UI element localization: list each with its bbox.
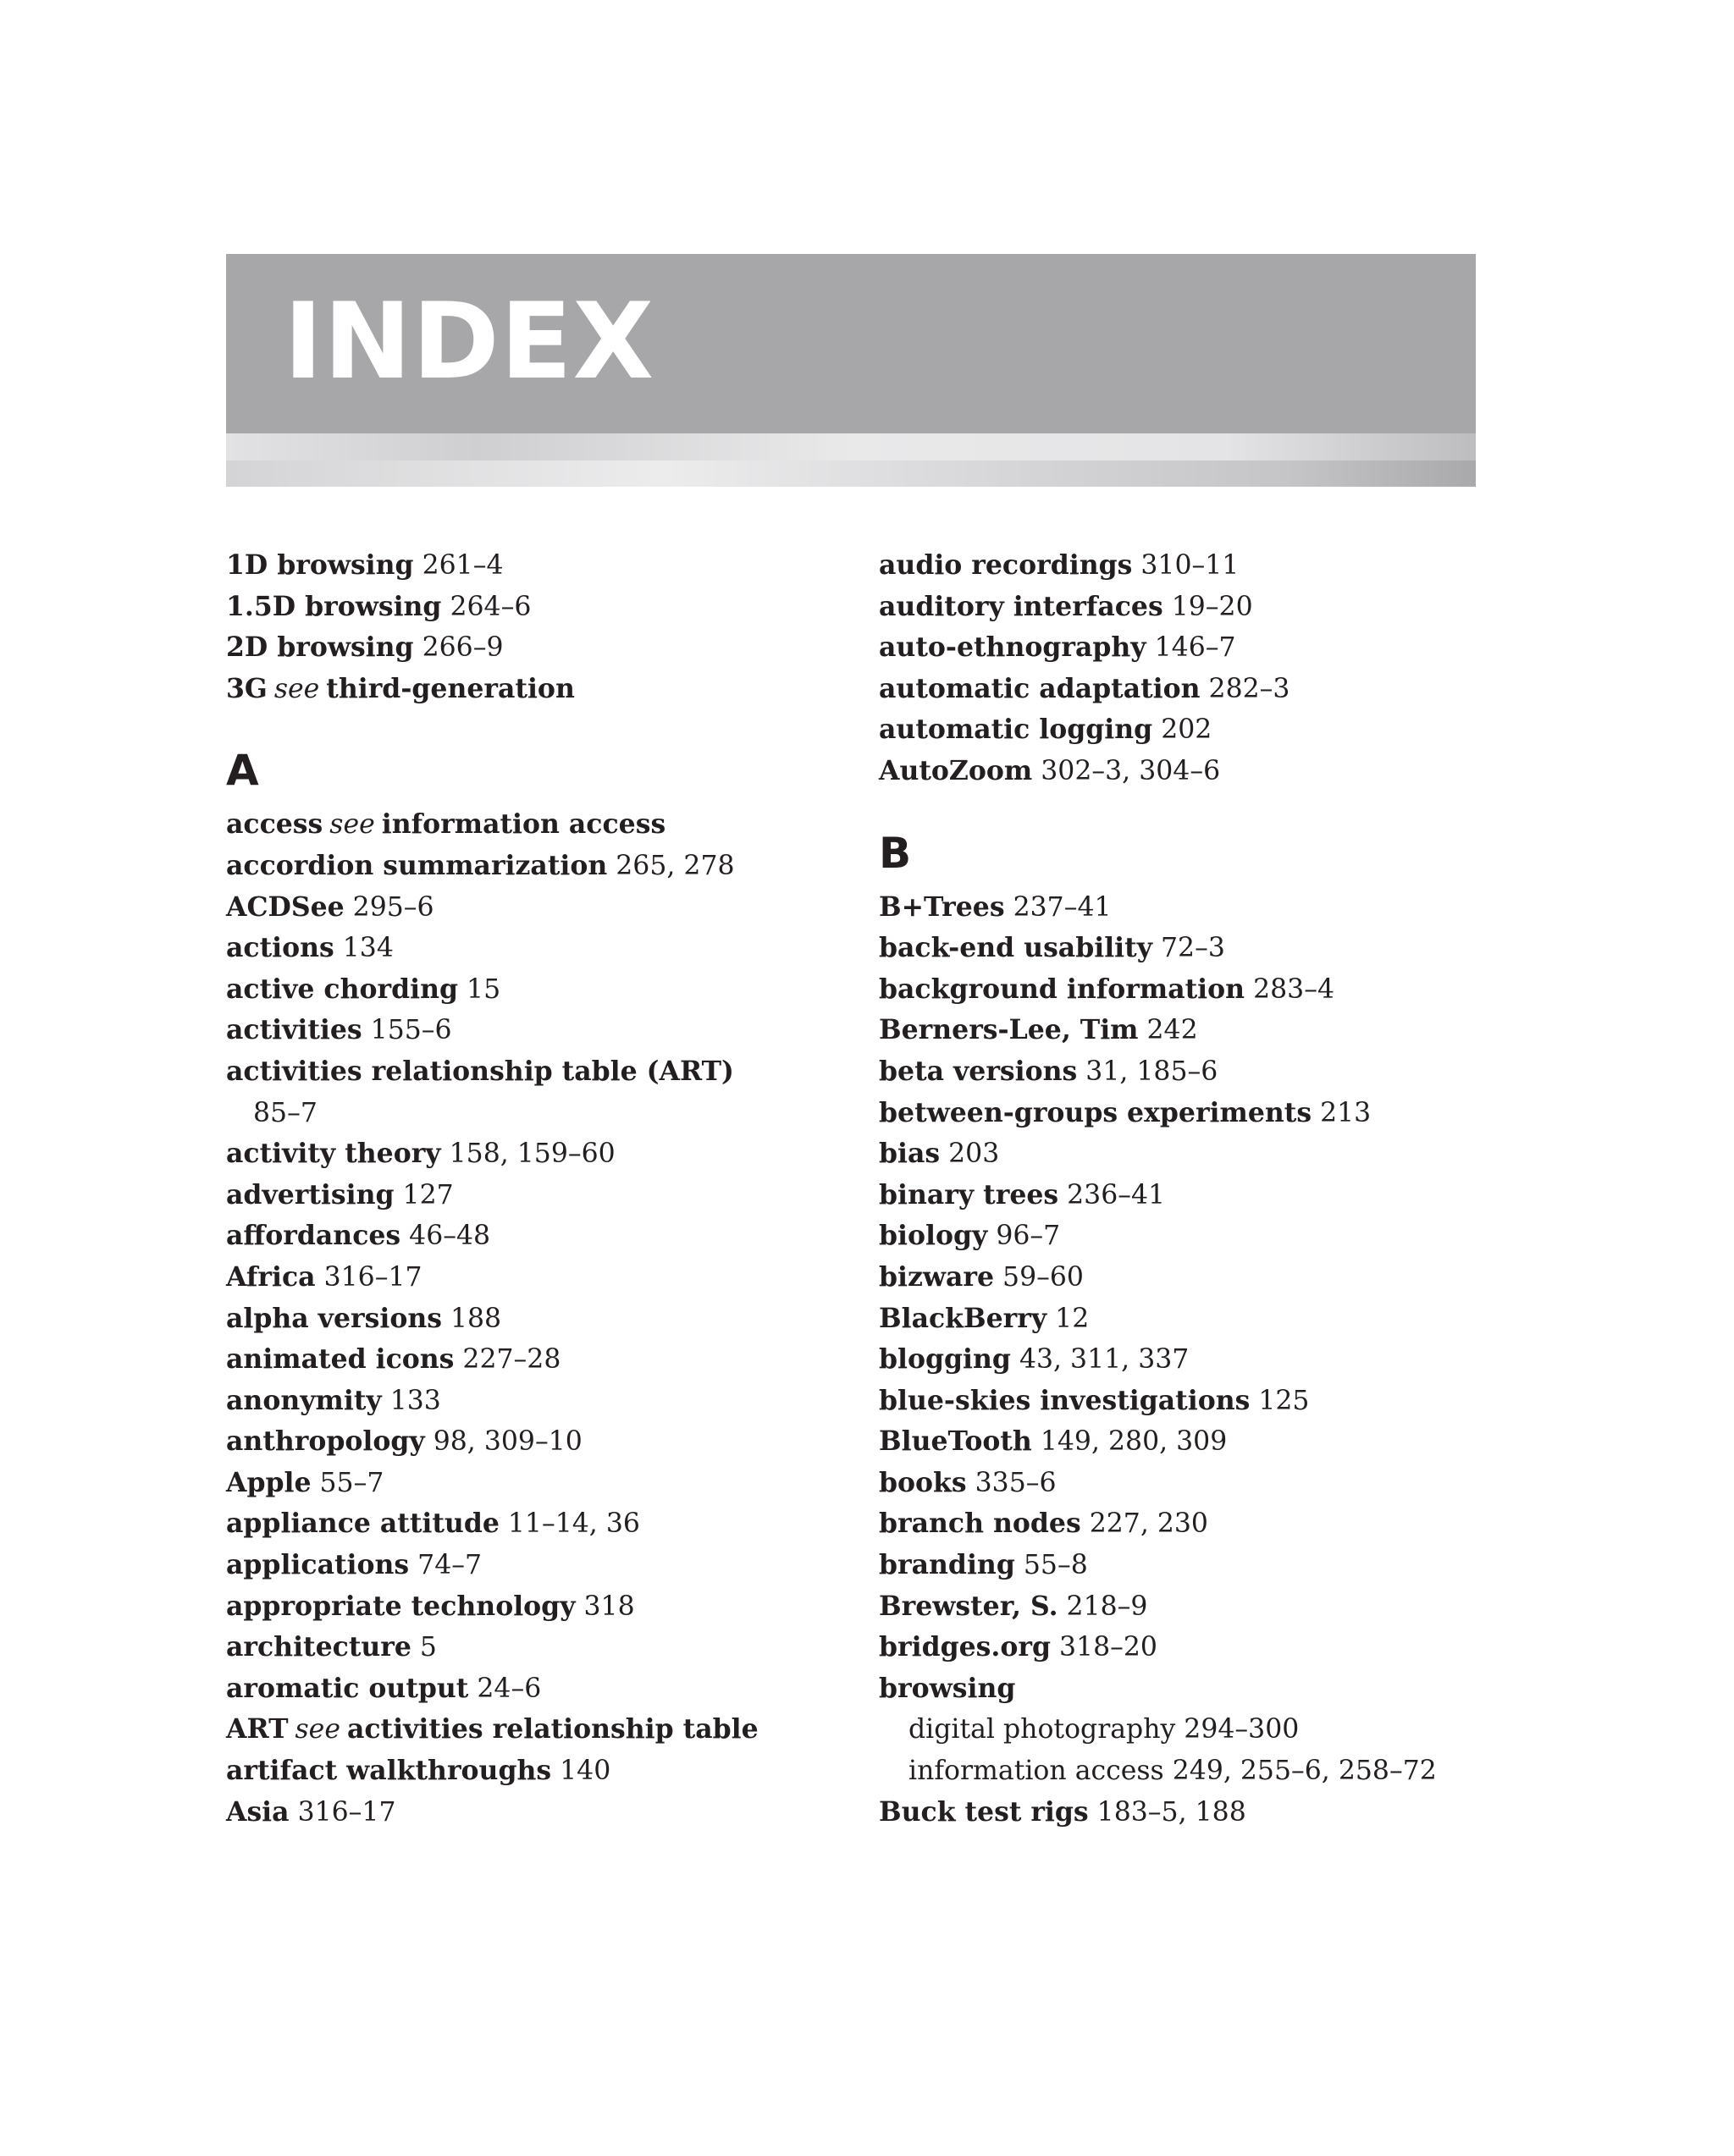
- page-numbers: 266–9: [422, 632, 504, 664]
- index-term: B+Trees: [879, 891, 1005, 923]
- index-entry: [879, 1093, 1488, 1134]
- index-entry: [879, 1299, 1488, 1340]
- index-entry: [226, 1792, 836, 1833]
- page-numbers: 183–5, 188: [1096, 1796, 1246, 1828]
- page-numbers: 295–6: [352, 891, 434, 923]
- index-entry: [226, 804, 836, 846]
- index-entry: [226, 669, 836, 710]
- index-term: aromatic output: [226, 1672, 469, 1704]
- index-term: actions: [226, 932, 334, 964]
- index-term: anthropology: [226, 1425, 425, 1458]
- index-entry: [879, 1463, 1488, 1504]
- index-entry: [226, 928, 836, 969]
- index-term: binary trees: [879, 1178, 1059, 1210]
- index-term: Asia: [226, 1795, 290, 1828]
- index-term: browsing: [879, 1672, 1016, 1704]
- index-entry: [226, 1421, 836, 1463]
- index-term: bizware: [879, 1260, 995, 1293]
- index-term: activity theory: [226, 1138, 441, 1170]
- page-numbers: 213: [1320, 1097, 1372, 1128]
- index-entry: [226, 1216, 836, 1257]
- index-term: accordion summarization: [226, 849, 608, 881]
- page-numbers: 59–60: [1002, 1261, 1084, 1293]
- page-numbers: 316–17: [297, 1796, 396, 1828]
- index-entry: [879, 1792, 1488, 1833]
- index-term: back-end usability: [879, 932, 1152, 964]
- see-reference: see: [329, 809, 375, 841]
- index-entry: [226, 887, 836, 929]
- index-entry: [879, 751, 1488, 792]
- index-entry: [226, 1503, 836, 1545]
- index-entry: [226, 969, 836, 1011]
- index-term: advertising: [226, 1178, 395, 1210]
- page-numbers: 310–11: [1140, 550, 1240, 581]
- index-term: automatic logging: [879, 714, 1153, 746]
- index-entry: [226, 1627, 836, 1668]
- index-entry: [879, 1627, 1488, 1668]
- index-entry: [226, 1175, 836, 1216]
- index-term: Apple: [226, 1466, 312, 1498]
- page-numbers: 140: [560, 1756, 611, 1787]
- page-numbers: 283–4: [1253, 973, 1334, 1005]
- page-numbers: 72–3: [1161, 933, 1225, 964]
- see-target-term: activities relationship table: [346, 1713, 759, 1745]
- index-term: background information: [879, 973, 1245, 1005]
- page-numbers: 55–8: [1023, 1550, 1088, 1581]
- index-term: AutoZoom: [879, 754, 1033, 786]
- see-reference: see: [295, 1714, 340, 1745]
- index-term: 1D browsing: [226, 549, 414, 581]
- page-numbers: 242: [1146, 1015, 1198, 1046]
- index-entry: [226, 1051, 836, 1093]
- index-term: BlueTooth: [879, 1425, 1032, 1458]
- see-reference: see: [273, 673, 320, 704]
- index-entry: [226, 1133, 836, 1175]
- index-group-b: [879, 887, 1488, 1833]
- page-numbers: 203: [948, 1139, 1000, 1170]
- index-entry: [226, 545, 836, 587]
- index-entry: [879, 545, 1488, 587]
- index-entry: [879, 669, 1488, 710]
- index-term: bias: [879, 1138, 941, 1170]
- index-term: auditory interfaces: [879, 590, 1163, 622]
- index-term: 2D browsing: [226, 631, 414, 664]
- index-term: active chording: [226, 973, 459, 1005]
- index-term: blogging: [879, 1343, 1011, 1376]
- index-term: appropriate technology: [226, 1590, 576, 1622]
- index-column-right: [879, 545, 1488, 1833]
- page-numbers: 227, 230: [1089, 1508, 1208, 1540]
- page-numbers: 202: [1161, 714, 1212, 746]
- index-term: artifact walkthroughs: [226, 1755, 552, 1787]
- section-letter-b: B: [879, 828, 912, 878]
- page-numbers: 31, 185–6: [1085, 1056, 1218, 1087]
- index-term: architecture: [226, 1631, 411, 1663]
- index-term: books: [879, 1466, 967, 1498]
- page-numbers: 335–6: [975, 1467, 1057, 1498]
- index-term: biology: [879, 1220, 988, 1252]
- page-numbers: 12: [1055, 1303, 1090, 1334]
- page-numbers: 261–4: [422, 550, 504, 581]
- index-term: activities relationship table (ART): [226, 1055, 734, 1087]
- page-numbers: 264–6: [450, 591, 532, 622]
- index-group-numeric: [226, 545, 836, 709]
- page-numbers: 227–28: [462, 1344, 561, 1376]
- index-entry: [226, 1751, 836, 1792]
- index-term: beta versions: [879, 1055, 1078, 1087]
- page-numbers: 158, 159–60: [449, 1139, 616, 1170]
- page-numbers: 318–20: [1059, 1632, 1157, 1663]
- page-numbers: 133: [389, 1385, 441, 1416]
- index-entry: [226, 1463, 836, 1504]
- index-term: branding: [879, 1549, 1015, 1581]
- index-entry: [226, 1545, 836, 1586]
- page-numbers: 96–7: [996, 1221, 1061, 1252]
- see-target-term: information access: [381, 808, 666, 841]
- index-term: anonymity: [226, 1384, 382, 1416]
- page-numbers: 237–41: [1013, 891, 1112, 923]
- index-entry: [226, 1257, 836, 1299]
- index-entry: [879, 1010, 1488, 1051]
- index-term: 1.5D browsing: [226, 590, 442, 622]
- page-numbers: 318: [583, 1591, 635, 1622]
- index-entry: [226, 1010, 836, 1051]
- index-entry: [879, 587, 1488, 628]
- index-entry: [226, 846, 836, 887]
- page-numbers: 134: [342, 933, 394, 964]
- page-numbers-continued: 85–7: [253, 1097, 318, 1128]
- index-term: branch nodes: [879, 1508, 1081, 1540]
- index-entry: [879, 1381, 1488, 1422]
- index-entry: [879, 1503, 1488, 1545]
- page-numbers: 146–7: [1154, 632, 1236, 664]
- page-numbers: 46–48: [409, 1221, 491, 1252]
- index-entry: [879, 1216, 1488, 1257]
- page-title: INDEX: [284, 281, 655, 403]
- index-term: Brewster, S.: [879, 1590, 1058, 1622]
- page-numbers: 316–17: [323, 1261, 422, 1293]
- index-entry: [226, 1299, 836, 1340]
- index-entry: [879, 1133, 1488, 1175]
- page-numbers: 188: [450, 1303, 502, 1334]
- index-term: Africa: [226, 1260, 316, 1293]
- index-term: Buck test rigs: [879, 1795, 1089, 1828]
- page-numbers: 15: [467, 973, 501, 1005]
- index-subentry: information access 249, 255–6, 258–72: [908, 1756, 1437, 1787]
- index-term: audio recordings: [879, 549, 1133, 581]
- index-term: access: [226, 808, 323, 841]
- page-numbers: 218–9: [1066, 1591, 1148, 1622]
- index-entry: [879, 1257, 1488, 1299]
- index-term: animated icons: [226, 1343, 455, 1376]
- page-numbers: 24–6: [477, 1673, 542, 1704]
- index-entry: [879, 709, 1488, 751]
- index-term: Berners-Lee, Tim: [879, 1014, 1139, 1046]
- page-numbers: 43, 311, 337: [1019, 1344, 1190, 1376]
- index-term: affordances: [226, 1220, 401, 1252]
- page-numbers: 19–20: [1171, 591, 1253, 622]
- index-entry: [226, 1709, 836, 1751]
- index-term: appliance attitude: [226, 1508, 500, 1540]
- index-term: between-groups experiments: [879, 1096, 1312, 1128]
- see-target-term: third-generation: [326, 672, 575, 704]
- page-numbers: 55–7: [319, 1467, 384, 1498]
- page-numbers: 155–6: [370, 1015, 452, 1046]
- index-entry: [879, 1051, 1488, 1093]
- page-numbers: 125: [1258, 1385, 1310, 1416]
- index-entry: [879, 1421, 1488, 1463]
- page-numbers: 98, 309–10: [433, 1426, 583, 1458]
- index-entry: [879, 1545, 1488, 1586]
- page-numbers: 11–14, 36: [507, 1508, 640, 1540]
- index-entry: [879, 1668, 1488, 1710]
- index-term: auto-ethnography: [879, 631, 1146, 664]
- index-subentry: digital photography 294–300: [908, 1714, 1300, 1745]
- index-term: 3G: [226, 672, 268, 704]
- page-numbers: 5: [419, 1632, 437, 1663]
- page-numbers: 265, 278: [616, 850, 735, 881]
- index-term: ART: [226, 1713, 289, 1745]
- index-entry: [879, 887, 1488, 929]
- page-numbers: 282–3: [1208, 673, 1290, 704]
- index-entry: [226, 1339, 836, 1381]
- index-term: automatic adaptation: [879, 672, 1201, 704]
- section-letter-a: A: [226, 746, 259, 796]
- index-entry: [226, 627, 836, 669]
- index-entry: [226, 587, 836, 628]
- index-term: ACDSee: [226, 891, 345, 923]
- index-entry: [879, 627, 1488, 669]
- index-term: alpha versions: [226, 1302, 442, 1334]
- page-numbers: 149, 280, 309: [1040, 1426, 1228, 1458]
- index-entry: [879, 1175, 1488, 1216]
- index-entry: [226, 1381, 836, 1422]
- index-entry: [879, 1586, 1488, 1628]
- index-term: blue-skies investigations: [879, 1384, 1251, 1416]
- page-numbers: 302–3, 304–6: [1041, 755, 1221, 786]
- page-numbers: 236–41: [1067, 1179, 1166, 1210]
- index-term: activities: [226, 1014, 362, 1046]
- index-term: bridges.org: [879, 1631, 1052, 1663]
- index-term: applications: [226, 1549, 410, 1581]
- header-gradient-strip: [226, 433, 1476, 487]
- page-numbers: 74–7: [417, 1550, 483, 1581]
- index-group-a: [226, 804, 836, 1833]
- page-numbers: 127: [402, 1179, 454, 1210]
- index-column-left: [226, 545, 836, 1833]
- index-term: BlackBerry: [879, 1302, 1047, 1334]
- index-entry: [226, 1668, 836, 1710]
- index-group-a-continued: [879, 545, 1488, 792]
- index-entry: [879, 969, 1488, 1011]
- index-entry: [226, 1586, 836, 1628]
- index-entry: [879, 1339, 1488, 1381]
- index-entry: [879, 928, 1488, 969]
